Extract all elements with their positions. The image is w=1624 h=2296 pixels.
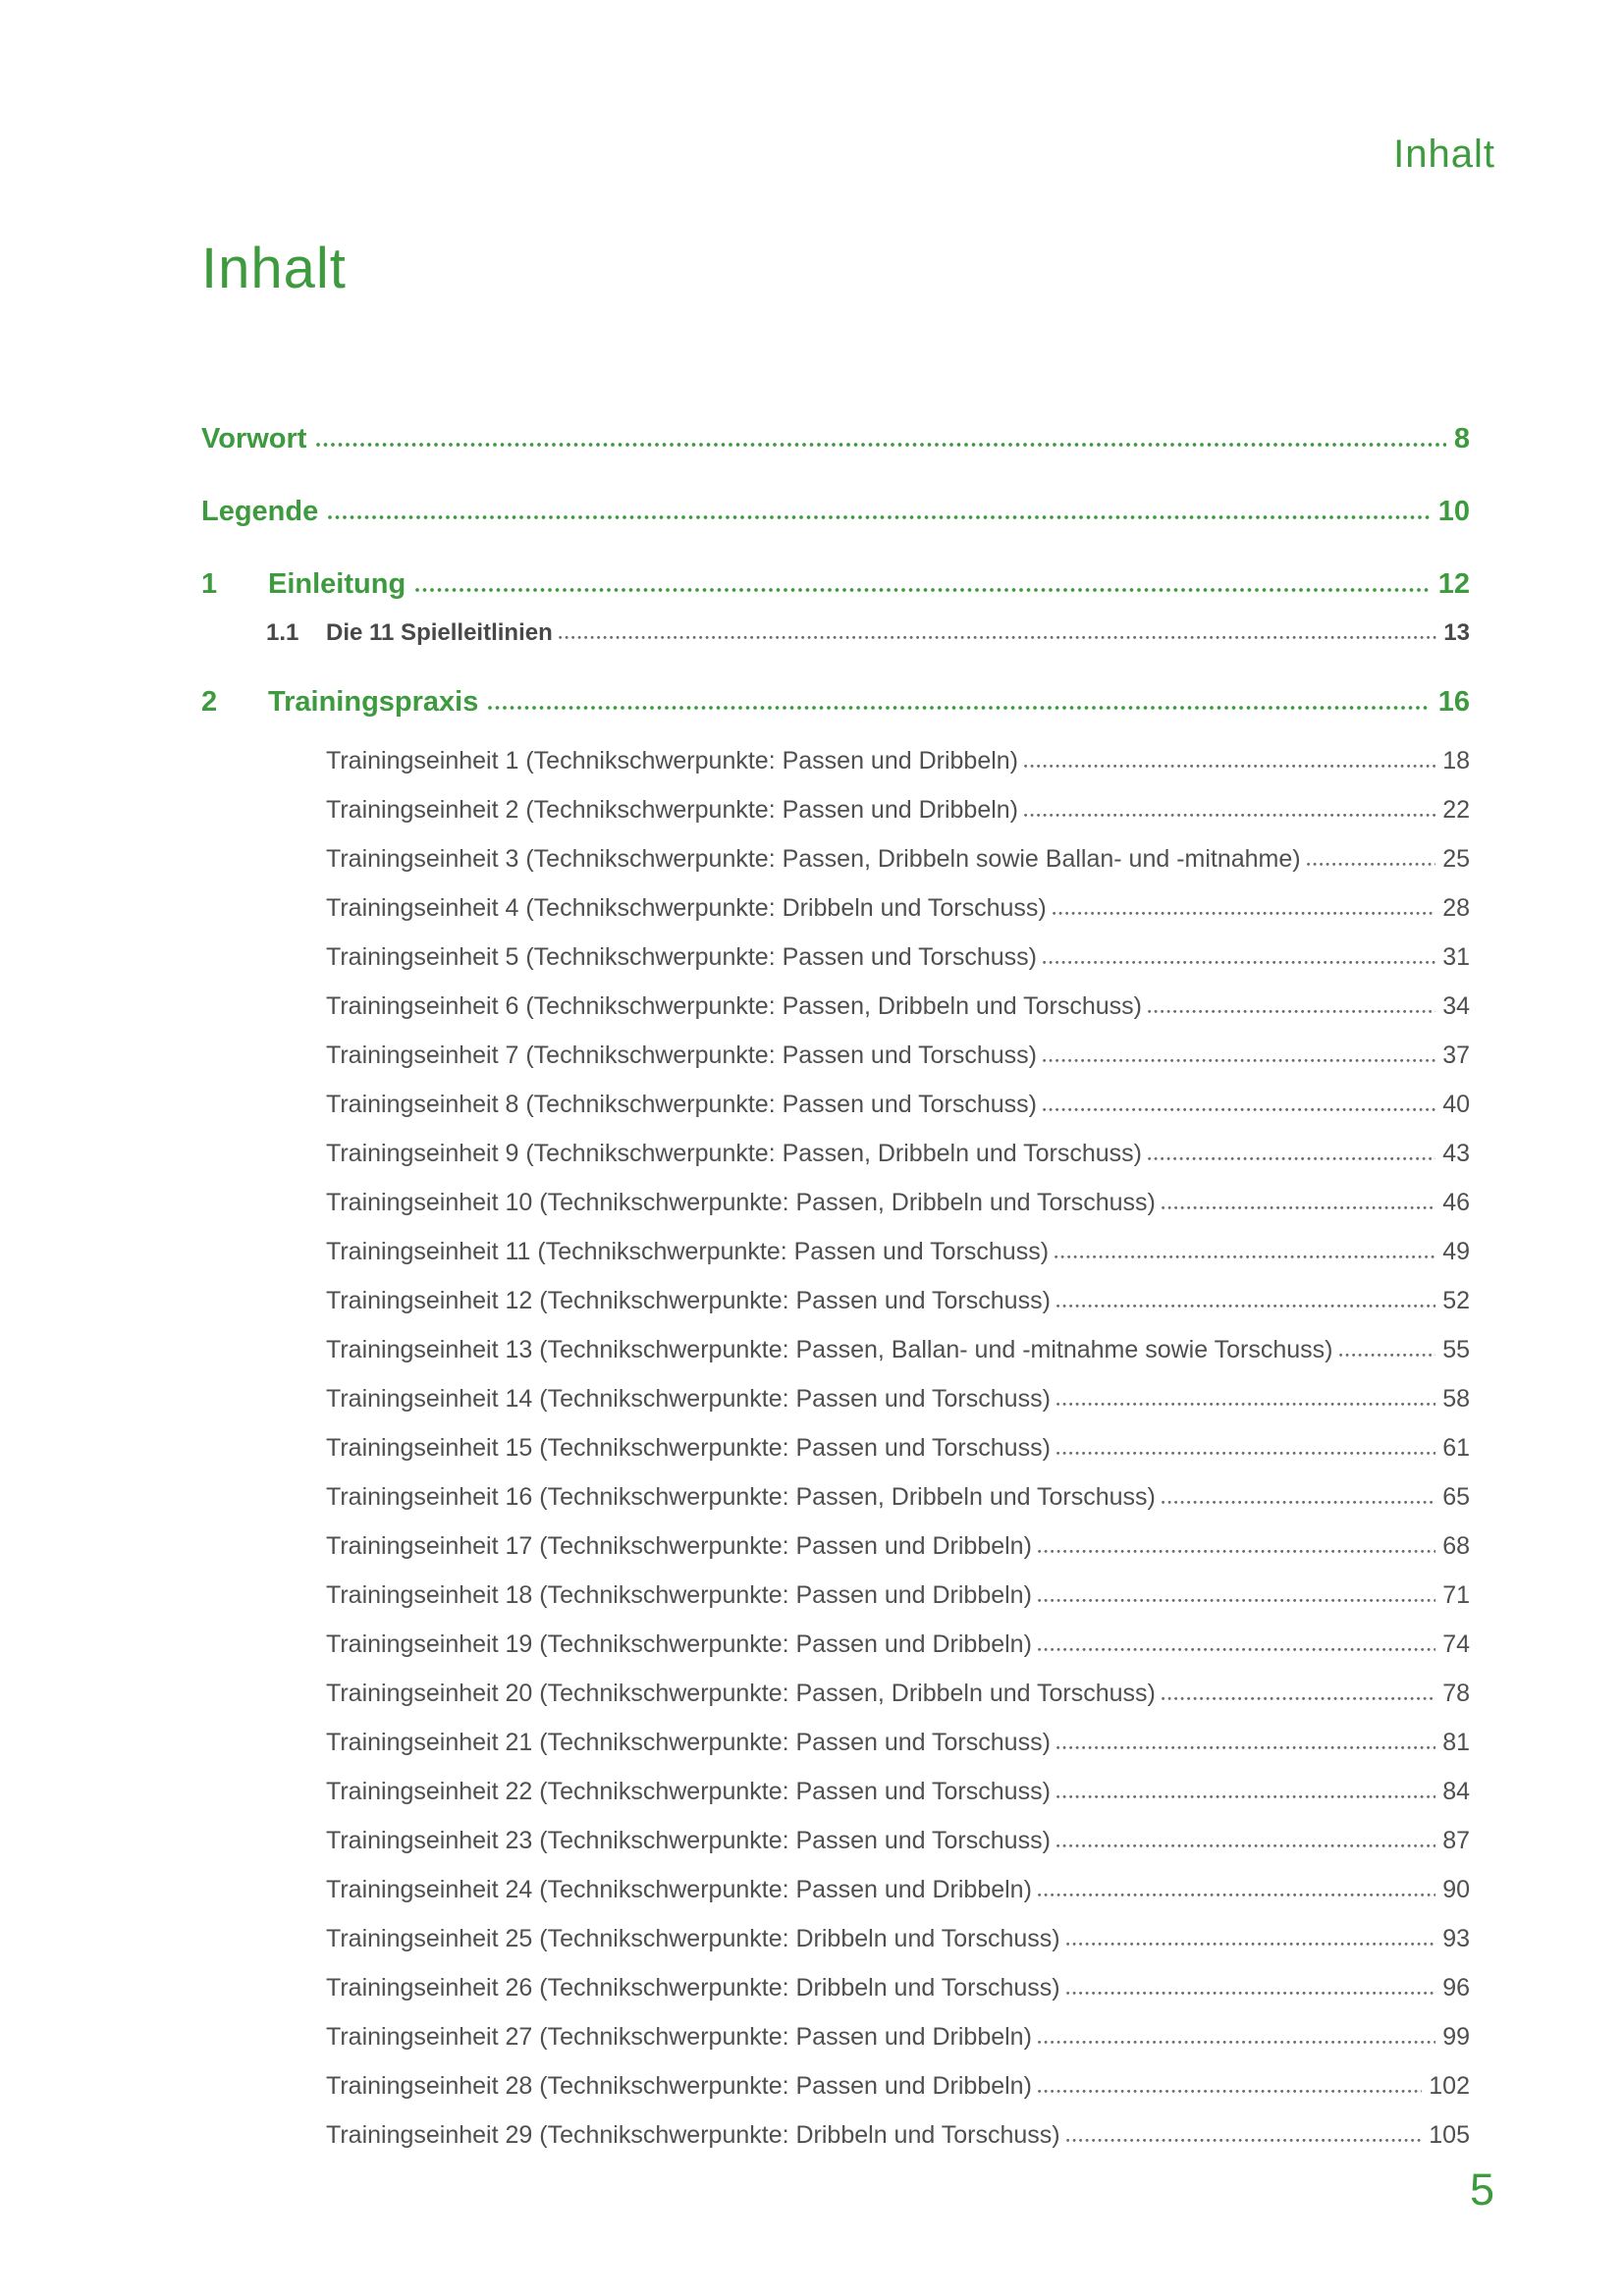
toc-row-label: Trainingseinheit 15 (Technikschwerpunkte: Passen und Torschuss) — [326, 1434, 1051, 1462]
toc-leader-dots — [1056, 1451, 1435, 1456]
toc-row — [201, 1865, 1470, 1914]
toc-leader-dots — [316, 442, 1445, 448]
toc-row-label: Trainingseinheit 12 (Technikschwerpunkte: Passen und Torschuss) — [326, 1287, 1051, 1314]
toc-row-number: 1 — [201, 568, 218, 600]
toc-row — [201, 1227, 1470, 1276]
toc-row-label: Trainingseinheit 3 (Technikschwerpunkte: Passen, Dribbeln sowie Ballan- und -mitnahme) — [326, 845, 1301, 873]
toc-leader-dots — [1038, 2089, 1422, 2094]
toc-row — [201, 1472, 1470, 1522]
toc-row-page: 22 — [1442, 796, 1470, 824]
toc-row-label: Trainingseinheit 28 (Technikschwerpunkte: Passen und Dribbeln) — [326, 2072, 1032, 2100]
toc-leader-dots — [1043, 1058, 1435, 1063]
toc-leader-dots — [1162, 1500, 1435, 1505]
toc-row — [201, 561, 1470, 607]
toc-row — [201, 614, 1470, 653]
toc-row — [201, 1767, 1470, 1816]
toc-leader-dots — [1056, 1843, 1435, 1848]
page-title: Inhalt — [201, 237, 347, 300]
toc-row-number: 1.1 — [266, 619, 299, 646]
toc-row-page: 49 — [1442, 1238, 1470, 1265]
toc-row — [201, 785, 1470, 834]
toc-row-page: 46 — [1442, 1189, 1470, 1216]
toc-leader-dots — [1056, 1304, 1435, 1308]
toc-row-label: Trainingseinheit 18 (Technikschwerpunkte: Passen und Dribbeln) — [326, 1581, 1032, 1609]
toc-row — [201, 834, 1470, 883]
toc-row — [201, 2012, 1470, 2061]
toc-leader-dots — [1056, 1402, 1435, 1407]
toc-row-page: 34 — [1442, 992, 1470, 1020]
toc-row-page: 43 — [1442, 1140, 1470, 1167]
toc-row — [201, 1914, 1470, 1963]
toc-row-page: 84 — [1442, 1778, 1470, 1805]
toc-row-label: Trainingseinheit 14 (Technikschwerpunkte: Passen und Torschuss) — [326, 1385, 1051, 1413]
toc-row-label: Trainingseinheit 5 (Technikschwerpunkte: Passen und Torschuss) — [326, 943, 1037, 971]
toc-row — [201, 2061, 1470, 2110]
toc-row — [201, 1522, 1470, 1571]
toc-row-page: 55 — [1442, 1336, 1470, 1363]
toc-row — [201, 1571, 1470, 1620]
toc-row-label: Die 11 Spielleitlinien — [326, 619, 553, 646]
toc-row-label: Trainingseinheit 21 (Technikschwerpunkte: Passen und Torschuss) — [326, 1729, 1051, 1756]
toc-leader-dots — [1043, 1107, 1435, 1112]
toc-row-page: 40 — [1442, 1091, 1470, 1118]
toc-row — [201, 1129, 1470, 1178]
toc-row — [201, 1031, 1470, 1080]
toc-leader-dots — [1056, 1745, 1435, 1750]
toc-row-page: 28 — [1442, 894, 1470, 922]
toc-row-label: Trainingseinheit 11 (Technikschwerpunkte: Passen und Torschuss) — [326, 1238, 1050, 1265]
toc-row — [201, 1620, 1470, 1669]
toc-row — [201, 1080, 1470, 1129]
toc-leader-dots — [1148, 1009, 1435, 1014]
toc-leader-dots — [415, 587, 1431, 593]
toc-row — [201, 1718, 1470, 1767]
toc-row-page: 102 — [1429, 2072, 1470, 2100]
toc-row-page: 8 — [1453, 423, 1470, 454]
toc-row — [201, 933, 1470, 982]
toc-list — [201, 416, 1470, 2160]
toc-leader-dots — [1024, 764, 1435, 769]
toc-row-label: Trainingseinheit 26 (Technikschwerpunkte: Dribbeln und Torschuss) — [326, 1974, 1060, 2002]
toc-row-page: 16 — [1437, 686, 1470, 718]
toc-row-label: Trainingseinheit 8 (Technikschwerpunkte: Passen und Torschuss) — [326, 1091, 1037, 1118]
toc-leader-dots — [1038, 1893, 1435, 1897]
toc-row-page: 93 — [1442, 1925, 1470, 1952]
toc-row — [201, 1374, 1470, 1423]
toc-row — [201, 1178, 1470, 1227]
toc-row-page: 13 — [1443, 619, 1470, 646]
toc-row-page: 81 — [1442, 1729, 1470, 1756]
toc-row-page: 87 — [1442, 1827, 1470, 1854]
toc-row-page: 74 — [1442, 1630, 1470, 1658]
toc-row-page: 71 — [1442, 1581, 1470, 1609]
toc-leader-dots — [1056, 1794, 1435, 1799]
running-header-title: Inhalt — [1393, 133, 1495, 176]
toc-leader-dots — [1066, 1991, 1436, 1996]
toc-leader-dots — [488, 705, 1430, 711]
toc-leader-dots — [1043, 960, 1435, 965]
toc-leader-dots — [1038, 1647, 1435, 1652]
toc-row-page: 68 — [1442, 1532, 1470, 1560]
toc-row-label: Trainingseinheit 10 (Technikschwerpunkte: Passen, Dribbeln und Torschuss) — [326, 1189, 1156, 1216]
toc-row — [201, 883, 1470, 933]
toc-leader-dots — [1162, 1696, 1435, 1701]
toc-row-label: Trainingseinheit 9 (Technikschwerpunkte: Passen, Dribbeln und Torschuss) — [326, 1140, 1142, 1167]
toc-row-page: 90 — [1442, 1876, 1470, 1903]
toc-row-label: Trainingseinheit 27 (Technikschwerpunkte: Passen und Dribbeln) — [326, 2023, 1032, 2051]
toc-row-page: 58 — [1442, 1385, 1470, 1413]
toc-leader-dots — [1066, 1942, 1436, 1947]
toc-leader-dots — [1307, 862, 1436, 867]
toc-row-label: Trainingseinheit 17 (Technikschwerpunkte: Passen und Dribbeln) — [326, 1532, 1032, 1560]
toc-leader-dots — [559, 635, 1437, 640]
toc-row-label: Trainingseinheit 7 (Technikschwerpunkte: Passen und Torschuss) — [326, 1041, 1037, 1069]
toc-row-label: Trainingseinheit 19 (Technikschwerpunkte: Passen und Dribbeln) — [326, 1630, 1032, 1658]
toc-row-label: Einleitung — [268, 568, 406, 600]
toc-row — [201, 1963, 1470, 2012]
toc-row-label: Trainingseinheit 4 (Technikschwerpunkte: Dribbeln und Torschuss) — [326, 894, 1047, 922]
toc-row — [201, 679, 1470, 724]
toc-row — [201, 1325, 1470, 1374]
toc-row-label: Trainingspraxis — [268, 686, 479, 718]
toc-row-page: 18 — [1442, 747, 1470, 774]
toc-leader-dots — [1038, 1598, 1435, 1603]
toc-leader-dots — [1066, 2138, 1423, 2143]
toc-row — [201, 982, 1470, 1031]
toc-row-page: 105 — [1429, 2121, 1470, 2149]
toc-leader-dots — [1148, 1156, 1435, 1161]
page-number: 5 — [1469, 2164, 1494, 2215]
toc-row-page: 37 — [1442, 1041, 1470, 1069]
toc-row-label: Trainingseinheit 6 (Technikschwerpunkte: Passen, Dribbeln und Torschuss) — [326, 992, 1142, 1020]
toc-row-label: Trainingseinheit 1 (Technikschwerpunkte: Passen und Dribbeln) — [326, 747, 1019, 774]
toc-row-label: Trainingseinheit 25 (Technikschwerpunkte: Dribbeln und Torschuss) — [326, 1925, 1060, 1952]
toc-row-page: 78 — [1442, 1680, 1470, 1707]
toc-row-page: 96 — [1442, 1974, 1470, 2002]
toc-row-page: 25 — [1442, 845, 1470, 873]
toc-row-page: 12 — [1437, 568, 1470, 600]
toc-row-number: 2 — [201, 686, 218, 718]
toc-row — [201, 1669, 1470, 1718]
toc-row — [201, 736, 1470, 785]
toc-leader-dots — [1024, 813, 1435, 818]
toc-row-label: Trainingseinheit 13 (Technikschwerpunkte: Passen, Ballan- und -mitnahme sowie Torschuss) — [326, 1336, 1333, 1363]
toc-row-label: Trainingseinheit 2 (Technikschwerpunkte: Passen und Dribbeln) — [326, 796, 1019, 824]
toc-row — [201, 1423, 1470, 1472]
toc-row — [201, 2110, 1470, 2160]
toc-leader-dots — [1055, 1255, 1435, 1259]
toc-row-label: Trainingseinheit 16 (Technikschwerpunkte: Passen, Dribbeln und Torschuss) — [326, 1483, 1156, 1511]
toc-row-label: Trainingseinheit 22 (Technikschwerpunkte: Passen und Torschuss) — [326, 1778, 1051, 1805]
toc-row-page: 99 — [1442, 2023, 1470, 2051]
toc-row — [201, 1816, 1470, 1865]
toc-row-label: Trainingseinheit 20 (Technikschwerpunkte: Passen, Dribbeln und Torschuss) — [326, 1680, 1156, 1707]
toc-row-page: 52 — [1442, 1287, 1470, 1314]
toc-row-page: 31 — [1442, 943, 1470, 971]
toc-leader-dots — [1038, 1549, 1435, 1554]
toc-leader-dots — [328, 514, 1430, 520]
toc-row — [201, 416, 1470, 461]
toc-row-label: Legende — [201, 496, 319, 527]
toc-leader-dots — [1038, 2040, 1435, 2045]
toc-row-page: 65 — [1442, 1483, 1470, 1511]
toc-row — [201, 1276, 1470, 1325]
toc-row-label: Trainingseinheit 24 (Technikschwerpunkte: Passen und Dribbeln) — [326, 1876, 1032, 1903]
toc-row-label: Trainingseinheit 29 (Technikschwerpunkte: Dribbeln und Torschuss) — [326, 2121, 1060, 2149]
toc-leader-dots — [1162, 1205, 1435, 1210]
toc-row-label: Vorwort — [201, 423, 307, 454]
toc-row-page: 61 — [1442, 1434, 1470, 1462]
toc-row-page: 10 — [1437, 496, 1470, 527]
toc-row — [201, 489, 1470, 534]
toc-row-label: Trainingseinheit 23 (Technikschwerpunkte: Passen und Torschuss) — [326, 1827, 1051, 1854]
toc-leader-dots — [1339, 1353, 1436, 1358]
toc-leader-dots — [1053, 911, 1435, 916]
